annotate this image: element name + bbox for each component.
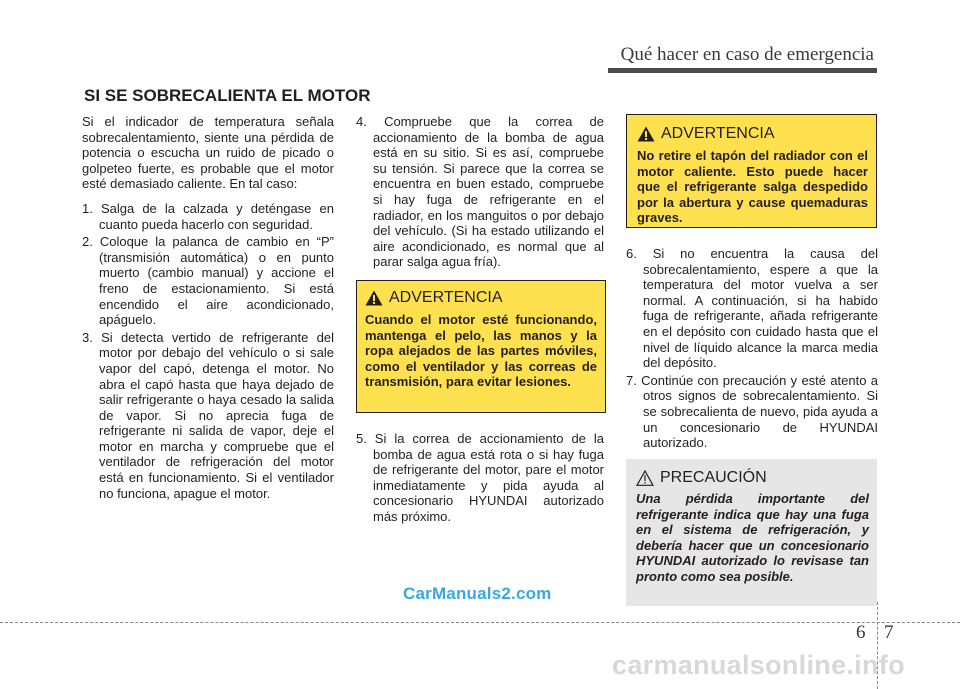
column-right (626, 246, 878, 453)
caution-box (626, 459, 877, 606)
column-left (82, 114, 334, 503)
step-5: 5. Si la correa de accionamiento de la bomba de agua está rota o si hay fuga de refrigerante del motor, pare el motor inmediatamente y pida ayuda al concesionario HYUNDAI autorizado más próximo. (356, 431, 604, 524)
footer-dashed-rule (0, 622, 960, 623)
caution-title-text: PRECAUCIÓN (660, 469, 767, 486)
watermark-top[interactable]: CarManuals2.com (403, 584, 552, 603)
warning-body: Cuando el motor esté funcionando, mantenga el pelo, las manos y la ropa alejados de las partes móviles, como el ventilador y las correas de transmisión, para evitar lesiones. (365, 312, 597, 390)
column-middle (356, 114, 604, 272)
intro-paragraph: Si el indicador de temperatura señala sobrecalentamiento, siente una pérdida de potencia o escucha un ruido de picado o golpeteo fuerte, es probable que el motor esté demasiado caliente. En tal caso: (82, 114, 334, 192)
warning-body: No retire el tapón del radiador con el motor caliente. Esto puede hacer que el refrigerante salga despedido por la abertura y cause quemaduras graves. (637, 148, 868, 226)
chapter-header-title: Qué hacer en caso de emergencia (620, 44, 874, 65)
caution-title (636, 469, 869, 487)
warning-title (637, 125, 868, 143)
step-4: 4. Compruebe que la correa de accionamiento de la bomba de agua está en su sitio. Si es así, compruebe su tensión. Si parece que la correa se encuentra en buen estado, compruebe si hay fuga de refrigerante en el radiador, en los manguitos o por debajo del vehículo. (Si ha estado utilizando el aire acondicionado, es normal que al parar salga agua fría). (356, 114, 604, 270)
warning-title-text: ADVERTENCIA (661, 125, 775, 142)
watermark-bottom[interactable]: carmanualsonline.info (612, 650, 905, 680)
section-title: SI SE SOBRECALIENTA EL MOTOR (84, 86, 371, 105)
warning-box-radiator-cap (626, 114, 877, 228)
page-number: 7 (884, 622, 894, 643)
warning-triangle-icon (365, 290, 383, 306)
warning-title (365, 289, 597, 307)
step-6: 6. Si no encuentra la causa del sobrecalentamiento, espere a que la temperatura del motor vuelva a ser normal. A continuación, si ha habido fuga de refrigerante, añada refrigerante en el depósito con cuidado hasta que el nivel de líquido alcance la marca media del depósito. (626, 246, 878, 371)
caution-triangle-icon (636, 470, 654, 486)
step-2: 2. Coloque la palanca de cambio en “P” (transmisión automática) o en punto muerto (cambio manual) y accione el freno de estacionamiento. Si está encendido el aire acondicionado, apáguelo. (82, 234, 334, 328)
step-7: 7. Continúe con precaución y esté atento a otros signos de sobrecalentamiento. Si se sobrecalienta de nuevo, pida ayuda a un concesionario de HYUNDAI autorizado. (626, 372, 878, 451)
warning-box-fan (356, 280, 606, 413)
header-rule (608, 68, 877, 73)
warning-triangle-icon (637, 126, 655, 142)
step-3: 3. Si detecta vertido de refrigerante del motor por debajo del vehículo o si sale vapor del capó, detenga el motor. No abra el capó hasta que haya dejado de salir refrigerante o haya cesado la salida de vapor. Si no aprecia fuga de refrigerante ni salida de vapor, deje el motor en marcha y compruebe que el ventilador de refrigeración del motor está en funcionamiento. Si el ventilador no funciona, apague el motor. (82, 329, 334, 501)
page-chapter-number: 6 (856, 622, 866, 643)
caution-body: Una pérdida importante del refrigerante indica que hay una fuga en el sistema de refrigeración, y debería hacer que un concesionario HYUNDAI autorizado lo revisase tan pronto como sea posible. (636, 491, 869, 584)
column-middle-lower (356, 431, 604, 527)
warning-title-text: ADVERTENCIA (389, 289, 503, 306)
step-1: 1. Salga de la calzada y deténgase en cuanto pueda hacerlo con seguridad. (82, 200, 334, 232)
